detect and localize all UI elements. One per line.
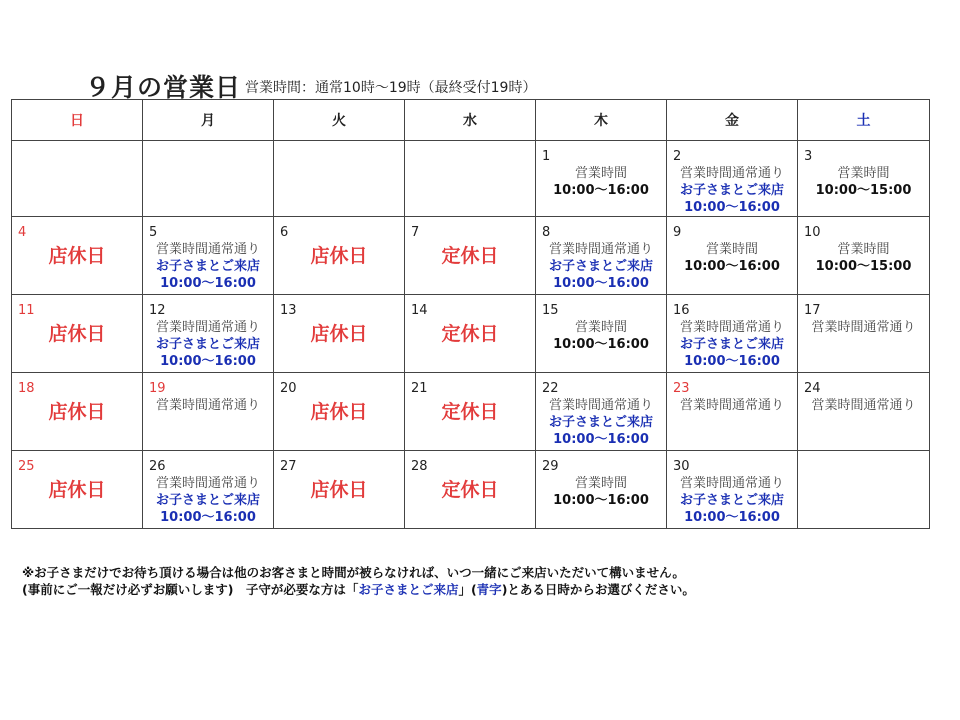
closed-label: 店休日 (310, 323, 368, 345)
day-content (536, 319, 666, 353)
day-number: 1 (542, 149, 551, 164)
hours-label: 営業時間通常通り (679, 398, 784, 413)
day-content (667, 319, 797, 370)
day-content (536, 397, 666, 448)
day-content (798, 241, 929, 275)
closed-label: 店休日 (48, 323, 106, 345)
day-cell[interactable] (667, 451, 798, 529)
day-cell[interactable] (143, 295, 274, 373)
day-number: 28 (411, 459, 428, 474)
day-content (798, 319, 929, 336)
kids-visit-time: 10:00〜16:00 (553, 432, 649, 447)
day-content (798, 165, 929, 199)
day-number: 16 (673, 303, 690, 318)
day-number: 30 (673, 459, 690, 474)
empty-cell (798, 451, 930, 529)
kids-visit-time: 10:00〜16:00 (160, 354, 256, 369)
day-cell[interactable] (143, 373, 274, 451)
note-text: )とある日時からお選びください。 (501, 582, 695, 597)
day-content (667, 241, 797, 275)
kids-visit-time: 10:00〜16:00 (684, 510, 780, 525)
hours-time: 10:00〜16:00 (553, 493, 649, 508)
note-line-1: ※お子さまだけでお待ち頂ける場合は他のお客さまと時間が被らなければ、いつ一緒にご来店いただいて構いません。 (22, 565, 685, 580)
day-cell[interactable] (405, 373, 536, 451)
day-number: 10 (804, 225, 821, 240)
day-number: 15 (542, 303, 559, 318)
hours-label: 営業時間通常通り (679, 476, 784, 491)
calendar-table (11, 99, 930, 529)
day-cell[interactable] (536, 141, 667, 217)
kids-visit-label: お子さまとご来店 (679, 493, 784, 508)
weekday-sunday: 日 (12, 100, 143, 141)
week-row (12, 373, 930, 451)
kids-visit-time: 10:00〜16:00 (553, 276, 649, 291)
hours-label: 営業時間 (837, 242, 890, 257)
day-content (143, 397, 273, 414)
hours-label: 営業時間通常通り (811, 320, 916, 335)
day-cell[interactable] (536, 295, 667, 373)
day-content (143, 475, 273, 526)
day-cell[interactable] (143, 217, 274, 295)
day-cell[interactable] (274, 373, 405, 451)
day-number: 21 (411, 381, 428, 396)
day-cell[interactable] (274, 217, 405, 295)
day-number: 6 (280, 225, 289, 240)
kids-visit-label: お子さまとご来店 (679, 183, 784, 198)
notes (22, 564, 695, 598)
day-cell[interactable] (798, 217, 930, 295)
day-number: 24 (804, 381, 821, 396)
kids-visit-label: お子さまとご来店 (548, 415, 653, 430)
hours-label: 営業時間通常通り (155, 320, 260, 335)
kids-visit-time: 10:00〜16:00 (160, 510, 256, 525)
day-number: 26 (149, 459, 166, 474)
weekday-tuesday: 火 (274, 100, 405, 141)
day-cell[interactable] (12, 373, 143, 451)
closed-label: 定休日 (441, 401, 499, 423)
day-cell[interactable] (405, 451, 536, 529)
day-number: 17 (804, 303, 821, 318)
kids-visit-label: お子さまとご来店 (548, 259, 653, 274)
day-number: 11 (18, 303, 35, 318)
kids-visit-label: お子さまとご来店 (155, 493, 260, 508)
hours-time: 10:00〜16:00 (553, 183, 649, 198)
hours-label: 営業時間 (574, 320, 627, 335)
kids-visit-time: 10:00〜16:00 (684, 354, 780, 369)
day-cell[interactable] (536, 451, 667, 529)
hours-label: 営業時間通常通り (548, 242, 653, 257)
day-number: 7 (411, 225, 420, 240)
day-content (667, 397, 797, 414)
closed-label: 店休日 (310, 479, 368, 501)
business-hours-subtitle: 営業時間：通常10時〜19時（最終受付19時） (245, 80, 537, 96)
note-line-2 (22, 581, 695, 598)
day-cell[interactable] (405, 217, 536, 295)
page-title: ９月の営業日 (85, 73, 242, 102)
week-row (12, 295, 930, 373)
day-cell[interactable] (405, 295, 536, 373)
hours-label: 営業時間通常通り (155, 398, 260, 413)
day-content (536, 475, 666, 509)
day-cell[interactable] (143, 451, 274, 529)
day-content (536, 241, 666, 292)
day-number: 25 (18, 459, 35, 474)
day-number: 4 (18, 225, 27, 240)
day-cell[interactable] (12, 295, 143, 373)
weekday-header-row (12, 100, 930, 141)
kids-visit-label: お子さまとご来店 (155, 337, 260, 352)
day-cell[interactable] (667, 141, 798, 217)
hours-label: 営業時間通常通り (679, 320, 784, 335)
closed-label: 店休日 (48, 245, 106, 267)
day-cell[interactable] (667, 295, 798, 373)
empty-cell (274, 141, 405, 217)
week-row (12, 141, 930, 217)
kids-visit-time: 10:00〜16:00 (684, 200, 780, 215)
day-cell[interactable] (536, 217, 667, 295)
day-cell[interactable] (274, 451, 405, 529)
weekday-friday: 金 (667, 100, 798, 141)
day-number: 9 (673, 225, 682, 240)
hours-time: 10:00〜16:00 (553, 337, 649, 352)
hours-label: 営業時間 (574, 166, 627, 181)
day-cell[interactable] (536, 373, 667, 451)
hours-label: 営業時間通常通り (679, 166, 784, 181)
hours-label: 営業時間通常通り (811, 398, 916, 413)
day-number: 12 (149, 303, 166, 318)
day-cell[interactable] (667, 373, 798, 451)
day-number: 8 (542, 225, 551, 240)
day-content (143, 319, 273, 370)
day-number: 22 (542, 381, 559, 396)
day-number: 27 (280, 459, 297, 474)
note-text: 」( (458, 582, 477, 597)
day-number: 18 (18, 381, 35, 396)
hours-label: 営業時間通常通り (548, 398, 653, 413)
hours-label: 営業時間 (574, 476, 627, 491)
hours-time: 10:00〜15:00 (815, 183, 912, 198)
closed-label: 店休日 (310, 401, 368, 423)
hours-time: 10:00〜15:00 (815, 259, 912, 274)
day-cell[interactable] (12, 217, 143, 295)
day-cell[interactable] (12, 451, 143, 529)
day-number: 19 (149, 381, 166, 396)
closed-label: 定休日 (441, 479, 499, 501)
closed-label: 定休日 (441, 323, 499, 345)
day-number: 23 (673, 381, 690, 396)
kids-visit-highlight: お子さまとご来店 (358, 582, 459, 597)
week-row (12, 217, 930, 295)
blue-text-highlight: 青字 (476, 582, 502, 597)
weekday-saturday: 土 (798, 100, 930, 141)
closed-label: 店休日 (310, 245, 368, 267)
day-cell[interactable] (274, 295, 405, 373)
hours-label: 営業時間 (837, 166, 890, 181)
hours-label: 営業時間 (705, 242, 758, 257)
day-cell[interactable] (798, 373, 930, 451)
empty-cell (143, 141, 274, 217)
day-number: 13 (280, 303, 297, 318)
day-content (143, 241, 273, 292)
hours-time: 10:00〜16:00 (684, 259, 780, 274)
day-cell[interactable] (798, 141, 930, 217)
closed-label: 店休日 (48, 479, 106, 501)
kids-visit-time: 10:00〜16:00 (160, 276, 256, 291)
week-row (12, 451, 930, 529)
day-number: 29 (542, 459, 559, 474)
kids-visit-label: お子さまとご来店 (679, 337, 784, 352)
kids-visit-label: お子さまとご来店 (155, 259, 260, 274)
day-number: 5 (149, 225, 158, 240)
hours-label: 営業時間通常通り (155, 242, 260, 257)
day-content (798, 397, 929, 414)
empty-cell (405, 141, 536, 217)
day-cell[interactable] (798, 295, 930, 373)
empty-cell (12, 141, 143, 217)
closed-label: 店休日 (48, 401, 106, 423)
day-content (667, 165, 797, 216)
closed-label: 定休日 (441, 245, 499, 267)
day-number: 14 (411, 303, 428, 318)
hours-label: 営業時間通常通り (155, 476, 260, 491)
note-text: (事前にご一報だけ必ずお願いします) 子守が必要な方は「 (22, 582, 359, 597)
day-cell[interactable] (667, 217, 798, 295)
day-content (536, 165, 666, 199)
weekday-monday: 月 (143, 100, 274, 141)
day-content (667, 475, 797, 526)
day-number: 3 (804, 149, 813, 164)
weekday-thursday: 木 (536, 100, 667, 141)
day-number: 20 (280, 381, 297, 396)
day-number: 2 (673, 149, 682, 164)
weekday-wednesday: 水 (405, 100, 536, 141)
